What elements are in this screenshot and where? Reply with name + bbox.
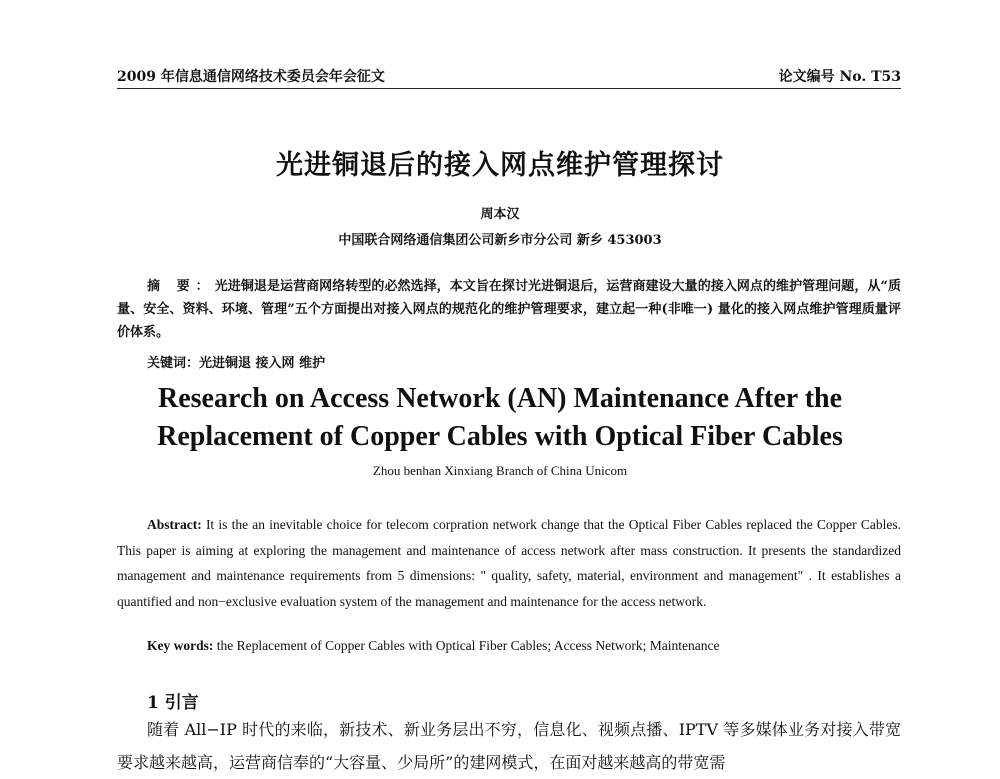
- author-cn: 周本汉: [480, 207, 520, 222]
- author-en: Zhou benhan Xinxiang Branch of China Unicom: [372, 463, 628, 478]
- keywords-cn-label: 关键词：: [147, 356, 200, 371]
- section-heading: 1 引言: [147, 693, 199, 713]
- keywords-en: [147, 638, 719, 654]
- paper-title-en-line1: Research on Access Network (AN) Maintenance After the: [157, 383, 843, 414]
- abstract-cn-label: 摘 要：: [147, 279, 215, 294]
- abstract-cn: [117, 275, 901, 344]
- abstract-en-text: It is the an inevitable choice for telecom corpration network change that the Optical Fiber Cables replaced the Copper Cables. This paper is aiming at exploring the management and maintenance of access network after mass construction. It presents the standardized management and maintenance requirements from 5 dimensions: " quality, safety, material, environment and management" . It establishes a quantified and non−exclusive evaluation system of the management and maintenance for the access network.: [117, 517, 901, 609]
- section-body-text: 随着 All−IP 时代的来临，新技术、新业务层出不穷，信息化、视频点播、IPTV 等多媒体业务对接入带宽要求越来越高，运营商信奉的“大容量、少局所”的建网模式，在面对越来越高的带宽需: [117, 720, 901, 772]
- keywords-en-label: Key words:: [147, 638, 214, 653]
- abstract-en: [117, 512, 901, 614]
- paper-title-en-line2: Replacement of Copper Cables with Optical Fiber Cables: [157, 421, 843, 452]
- abstract-en-label: Abstract:: [147, 517, 202, 532]
- header-paper-number: 论文编号 No. T53: [778, 69, 901, 85]
- affiliation-cn: 中国联合网络通信集团公司新乡市分公司 新乡 453003: [338, 233, 662, 248]
- running-header: [117, 64, 901, 89]
- keywords-cn-text: 光进铜退 接入网 维护: [199, 356, 326, 371]
- keywords-en-text: the Replacement of Copper Cables with Optical Fiber Cables; Access Network; Maintenance: [213, 638, 720, 653]
- keywords-cn: [147, 352, 325, 371]
- abstract-cn-text: 光进铜退是运营商网络转型的必然选择，本文旨在探讨光进铜退后，运营商建设大量的接入网点的维护管理问题，从“质量、安全、资料、环境、管理”五个方面提出对接入网点的规范化的维护管理要求，建立起一种(非唯一) 量化的接入网点维护管理质量评价体系。: [117, 279, 901, 340]
- header-conference: 2009 年信息通信网络技术委员会年会征文: [117, 69, 385, 85]
- paper-title-en: [0, 380, 1000, 456]
- paper-title-cn: 光进铜退后的接入网点维护管理探讨: [276, 150, 724, 181]
